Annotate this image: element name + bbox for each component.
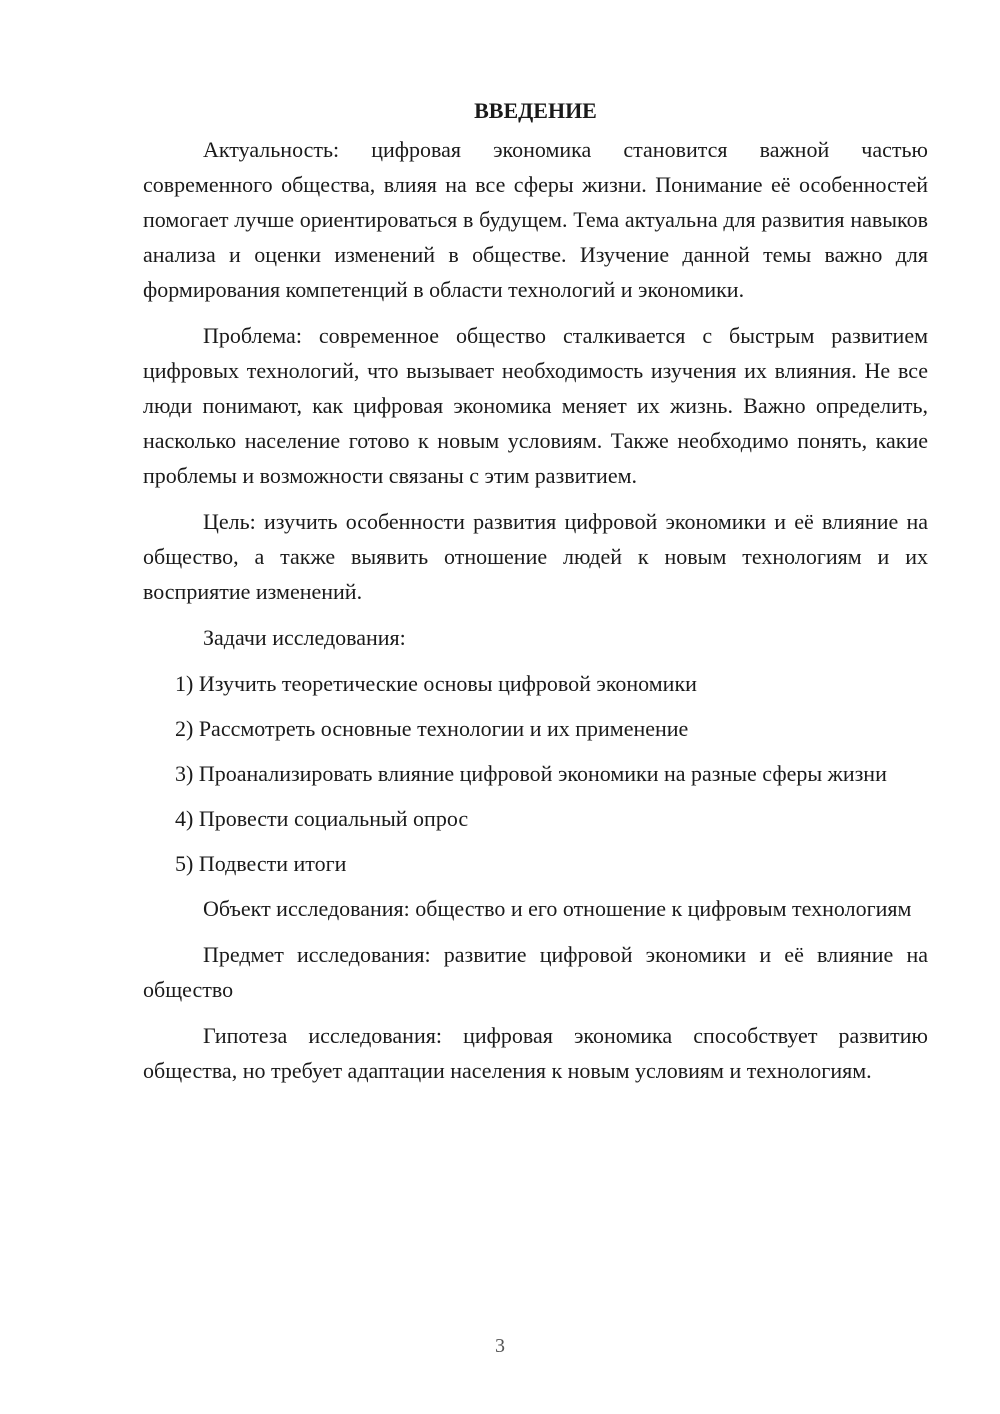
task-item: 4) Провести социальный опрос bbox=[175, 806, 469, 831]
task-item: 5) Подвести итоги bbox=[175, 851, 347, 876]
object-paragraph: Объект исследования: общество и его отношение к цифровым технологиям bbox=[203, 896, 912, 921]
page-number: 3 bbox=[495, 1335, 505, 1357]
task-item: 3) Проанализировать влияние цифровой экономики на разные сферы жизни bbox=[175, 761, 887, 786]
relevance-paragraph: Актуальность: цифровая экономика становится важной частью современного общества, влияя на все сферы жизни. Понимание её особенностей помогает лучше ориентироваться в будущем. Тема актуальна для развития навыков анализа и оценки изменений в обществе. Изучение данной темы важно для формирования компетенций в области технологий и экономики. bbox=[143, 137, 928, 302]
goal-paragraph: Цель: изучить особенности развития цифровой экономики и её влияние на общество, а также выявить отношение людей к новым технологиям и их восприятие изменений. bbox=[143, 509, 928, 604]
hypothesis-paragraph: Гипотеза исследования: цифровая экономика способствует развитию общества, но требует адаптации населения к новым условиям и технологиям. bbox=[143, 1023, 928, 1083]
problem-paragraph: Проблема: современное общество сталкивается с быстрым развитием цифровых технологий, что вызывает необходимость изучения их влияния. Не все люди понимают, как цифровая экономика меняет их жизнь. Важно определить, насколько население готово к новым условиям. Также необходимо понять, какие проблемы и возможности связаны с этим развитием. bbox=[143, 323, 928, 488]
task-item: 1) Изучить теоретические основы цифровой экономики bbox=[175, 671, 697, 696]
subject-paragraph: Предмет исследования: развитие цифровой экономики и её влияние на общество bbox=[143, 942, 928, 1002]
task-item: 2) Рассмотреть основные технологии и их применение bbox=[175, 716, 689, 741]
section-heading: ВВЕДЕНИЕ bbox=[474, 98, 597, 123]
document-page bbox=[143, 96, 928, 1099]
tasks-title: Задачи исследования: bbox=[203, 625, 406, 650]
